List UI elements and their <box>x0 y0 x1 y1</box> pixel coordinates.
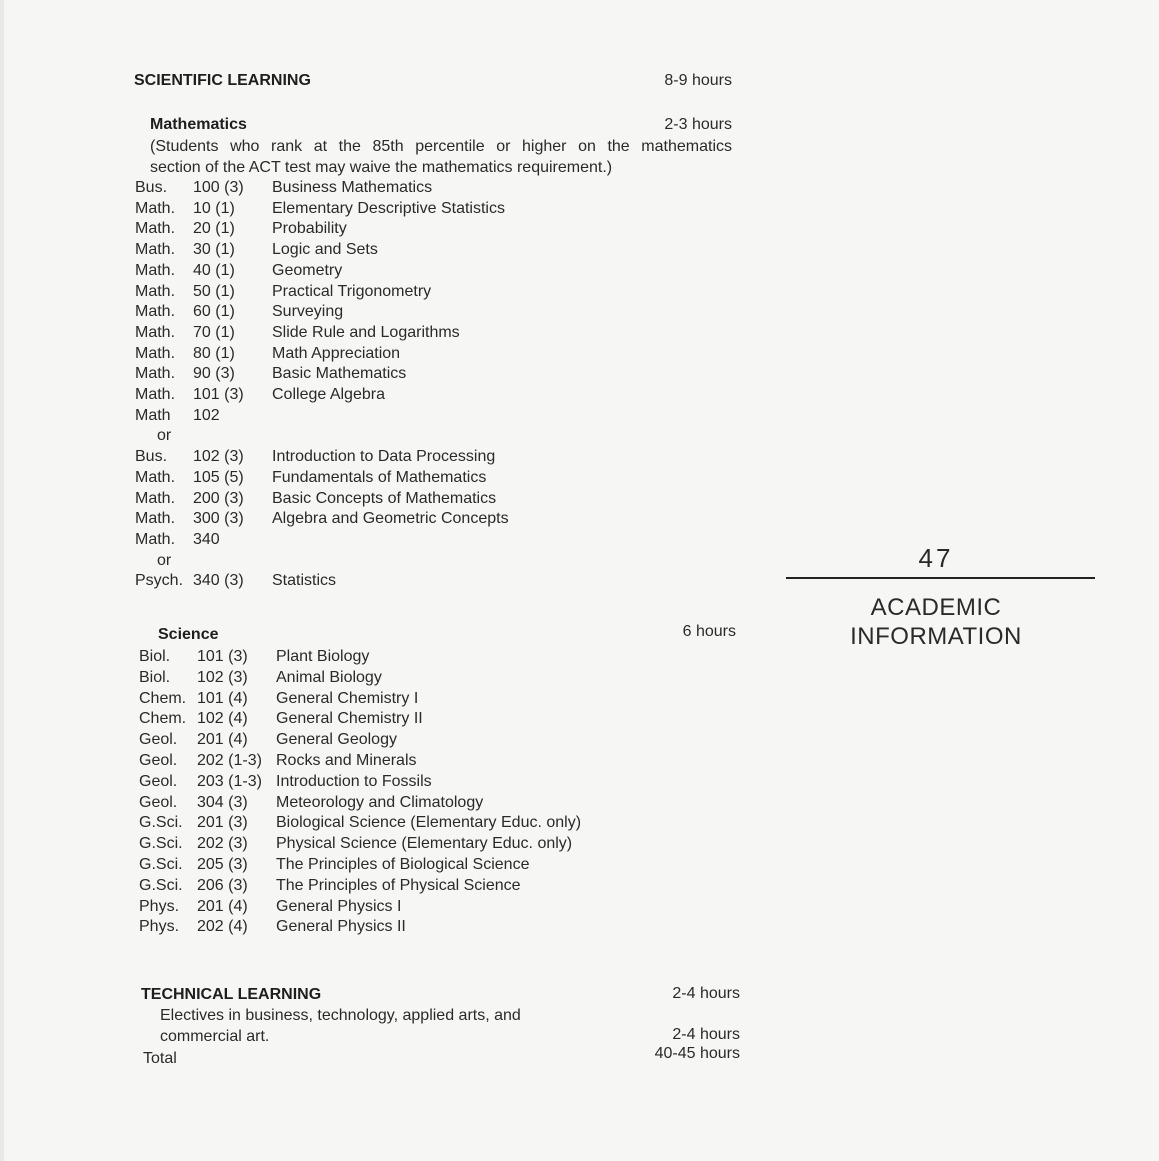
subsection-title-mathematics: Mathematics <box>150 116 247 133</box>
course-row <box>0 322 760 343</box>
course-title: Basic Concepts of Mathematics <box>272 489 497 507</box>
course-dept: Biol. <box>139 648 171 665</box>
course-row <box>0 916 760 937</box>
section-hours-scientific: 8-9 hours <box>664 72 732 89</box>
course-number: 201 (4) <box>197 731 248 749</box>
course-title: Surveying <box>272 303 344 321</box>
course-number: 340 (3) <box>193 572 244 590</box>
section-title-technical: TECHNICAL LEARNING <box>141 986 322 1003</box>
course-number: 100 (3) <box>193 179 244 196</box>
course-title: Fundamentals of Mathematics <box>272 468 487 486</box>
course-number: 80 (1) <box>193 344 235 362</box>
subsection-hours-mathematics: 2-3 hours <box>664 116 732 133</box>
course-dept: Geol. <box>139 793 178 811</box>
course-row <box>0 446 760 467</box>
page-number: 47 <box>918 543 954 573</box>
course-dept: Math. <box>135 530 176 548</box>
course-row <box>0 708 760 729</box>
course-row <box>0 488 760 509</box>
course-dept: Math. <box>135 386 176 403</box>
course-dept: Chem. <box>139 689 187 707</box>
course-row <box>0 281 760 302</box>
course-title: Practical Trigonometry <box>272 282 432 300</box>
course-number: 200 (3) <box>193 489 244 507</box>
course-number: 101 (4) <box>197 689 248 707</box>
course-title: Meteorology and Climatology <box>276 793 484 811</box>
section-title-scientific: SCIENTIFIC LEARNING <box>134 72 311 89</box>
course-row <box>0 812 760 833</box>
course-number: 101 (3) <box>193 386 244 403</box>
course-number: 40 (1) <box>193 261 235 279</box>
course-row <box>0 529 760 550</box>
or-connector: or <box>157 551 172 569</box>
course-title: Rocks and Minerals <box>276 752 417 769</box>
course-row <box>0 570 760 591</box>
course-number: 202 (4) <box>197 918 248 936</box>
course-dept: Bus. <box>135 179 168 196</box>
course-title: General Geology <box>276 731 397 749</box>
course-row <box>0 854 760 875</box>
course-dept: Geol. <box>139 772 178 790</box>
course-number: 60 (1) <box>193 303 235 321</box>
course-row <box>0 508 760 529</box>
course-dept: Math. <box>135 365 176 383</box>
course-number: 102 (3) <box>193 448 244 466</box>
course-row <box>0 833 760 854</box>
course-number: 105 (5) <box>193 468 244 486</box>
course-number: 304 (3) <box>197 793 248 811</box>
course-number: 201 (4) <box>197 897 248 915</box>
course-number: 101 (3) <box>197 648 248 665</box>
course-dept: Phys. <box>139 918 180 936</box>
course-title: The Principles of Biological Science <box>276 856 530 873</box>
course-title: General Chemistry II <box>276 710 423 728</box>
sidebar-heading-line2: INFORMATION <box>850 623 1022 650</box>
course-dept: Chem. <box>139 710 187 728</box>
course-title: Business Mathematics <box>272 179 433 196</box>
course-row <box>0 198 760 219</box>
sidebar-divider <box>786 577 1095 579</box>
course-dept: Biol. <box>139 668 171 686</box>
course-dept: Math. <box>135 199 176 217</box>
course-row <box>0 260 760 281</box>
course-row <box>0 792 760 813</box>
course-number: 202 (1-3) <box>197 752 262 769</box>
course-dept: Psych. <box>135 572 184 590</box>
course-number: 10 (1) <box>193 199 235 217</box>
course-row <box>0 771 760 792</box>
course-number: 30 (1) <box>193 241 235 259</box>
course-row <box>0 550 760 571</box>
course-row <box>0 467 760 488</box>
course-dept: Geol. <box>139 731 178 749</box>
course-row <box>0 343 760 364</box>
course-row <box>0 218 760 239</box>
course-title: Algebra and Geometric Concepts <box>272 510 509 528</box>
course-row <box>0 405 760 426</box>
course-title: The Principles of Physical Science <box>276 876 521 894</box>
course-title: Introduction to Data Processing <box>272 448 496 466</box>
course-row <box>0 729 760 750</box>
course-number: 205 (3) <box>197 856 248 873</box>
course-row <box>0 688 760 709</box>
course-title: Introduction to Fossils <box>276 772 432 790</box>
course-title: Geometry <box>272 261 343 279</box>
course-row <box>0 667 760 688</box>
course-dept: Math. <box>135 323 176 341</box>
or-connector: or <box>157 427 172 445</box>
course-dept: Phys. <box>139 897 180 915</box>
course-dept: Math. <box>135 489 176 507</box>
course-title: Slide Rule and Logarithms <box>272 323 460 341</box>
sidebar-heading-line1: ACADEMIC <box>870 594 1002 621</box>
course-number: 102 (4) <box>197 710 248 728</box>
course-dept: G.Sci. <box>139 856 183 873</box>
subsection-title-science: Science <box>158 626 219 643</box>
course-dept: Math. <box>135 303 176 321</box>
course-row <box>0 646 760 667</box>
course-dept: Math. <box>135 468 176 486</box>
course-dept: G.Sci. <box>139 835 183 853</box>
course-number: 300 (3) <box>193 510 244 528</box>
course-row <box>0 177 760 198</box>
course-dept: Geol. <box>139 752 178 769</box>
course-title: Animal Biology <box>276 668 382 686</box>
course-number: 102 (3) <box>197 668 248 686</box>
course-dept: Bus. <box>135 448 168 466</box>
course-title: College Algebra <box>272 386 385 403</box>
math-waiver-note-line1: (Students who rank at the 85th percentile or higher on the mathematics <box>150 138 732 155</box>
course-row <box>0 384 760 405</box>
course-row <box>0 750 760 771</box>
course-title: Plant Biology <box>276 648 370 665</box>
course-title: Math Appreciation <box>272 344 401 362</box>
course-number: 203 (1-3) <box>197 772 262 790</box>
course-title: General Physics I <box>276 897 402 915</box>
course-dept: Math. <box>135 241 176 259</box>
course-dept: Math. <box>135 510 176 528</box>
course-number: 50 (1) <box>193 282 235 300</box>
course-title: Elementary Descriptive Statistics <box>272 199 505 217</box>
course-number: 201 (3) <box>197 814 248 832</box>
course-row <box>0 896 760 917</box>
course-number: 102 <box>193 406 220 424</box>
course-number: 202 (3) <box>197 835 248 853</box>
course-title: Biological Science (Elementary Educ. only) <box>276 814 582 832</box>
course-row <box>0 301 760 322</box>
total-label: Total <box>143 1050 177 1067</box>
course-title: General Physics II <box>276 918 406 936</box>
technical-electives-hours: 2-4 hours <box>672 1026 740 1043</box>
technical-electives-line1: Electives in business, technology, applied arts, and <box>160 1007 521 1024</box>
course-number: 340 <box>193 530 220 548</box>
course-dept: Math. <box>135 344 176 362</box>
course-number: 90 (3) <box>193 365 235 383</box>
course-row <box>0 239 760 260</box>
course-title: Probability <box>272 220 347 238</box>
course-title: Statistics <box>272 572 337 590</box>
course-dept: G.Sci. <box>139 814 183 832</box>
course-row <box>0 425 760 446</box>
section-hours-technical: 2-4 hours <box>672 985 740 1002</box>
course-title: Physical Science (Elementary Educ. only) <box>276 835 573 853</box>
course-row <box>0 363 760 384</box>
course-title: Basic Mathematics <box>272 365 407 383</box>
course-row <box>0 875 760 896</box>
course-title: Logic and Sets <box>272 241 378 259</box>
course-number: 70 (1) <box>193 323 235 341</box>
course-dept: G.Sci. <box>139 876 183 894</box>
course-title: General Chemistry I <box>276 689 419 707</box>
subsection-hours-science: 6 hours <box>682 623 736 640</box>
course-dept: Math. <box>135 220 176 238</box>
course-dept: Math. <box>135 282 176 300</box>
course-number: 20 (1) <box>193 220 235 238</box>
total-hours: 40-45 hours <box>654 1045 740 1062</box>
course-dept: Math <box>135 406 171 424</box>
course-number: 206 (3) <box>197 876 248 894</box>
course-dept: Math. <box>135 261 176 279</box>
technical-electives-line2: commercial art. <box>160 1028 270 1045</box>
math-waiver-note-line2: section of the ACT test may waive the mathematics requirement.) <box>150 159 613 176</box>
